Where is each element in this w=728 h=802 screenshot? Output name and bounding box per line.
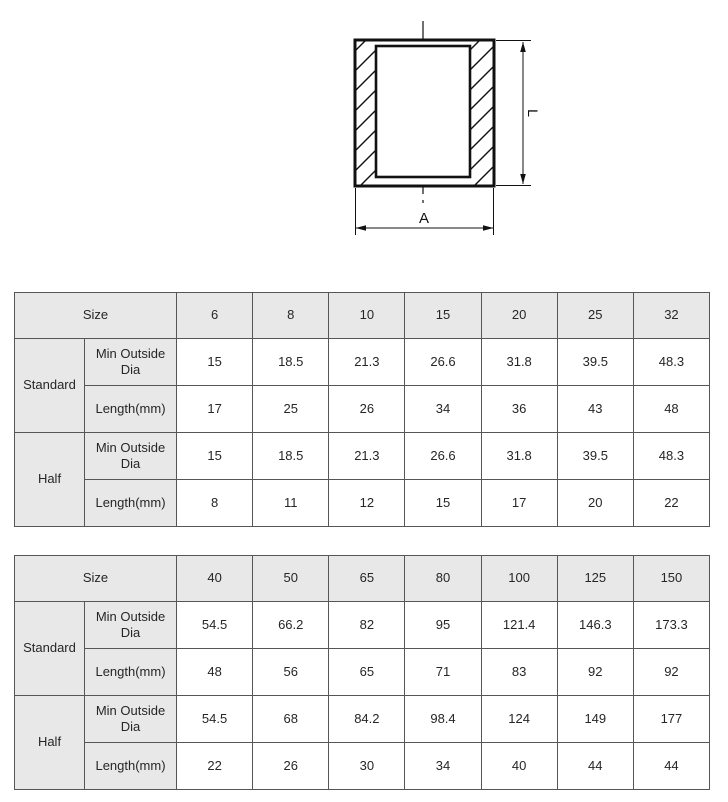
size-value-cell: 10 [329, 293, 405, 339]
size-value-cell: 65 [329, 556, 405, 602]
data-cell: 22 [177, 743, 253, 790]
data-cell: 26 [329, 386, 405, 433]
row-label-cell: Min Outside Dia [85, 696, 177, 743]
data-cell: 21.3 [329, 339, 405, 386]
dimension-table-small-sizes [14, 292, 710, 527]
group-label-cell: Standard [15, 339, 85, 433]
data-cell: 83 [481, 649, 557, 696]
data-cell: 82 [329, 602, 405, 649]
size-value-cell: 125 [557, 556, 633, 602]
data-cell: 39.5 [557, 339, 633, 386]
data-cell: 26.6 [405, 339, 481, 386]
data-cell: 95 [405, 602, 481, 649]
data-cell: 15 [405, 480, 481, 527]
data-cell: 12 [329, 480, 405, 527]
data-cell: 44 [633, 743, 709, 790]
data-cell: 84.2 [329, 696, 405, 743]
width-dim-label: A [418, 210, 430, 227]
data-cell: 31.8 [481, 339, 557, 386]
data-cell: 146.3 [557, 602, 633, 649]
size-value-cell: 50 [253, 556, 329, 602]
row-label-cell: Min Outside Dia [85, 602, 177, 649]
data-cell: 177 [633, 696, 709, 743]
size-header-cell: Size [15, 556, 177, 602]
data-cell: 124 [481, 696, 557, 743]
table-row [15, 602, 710, 649]
size-value-cell: 6 [177, 293, 253, 339]
data-cell: 54.5 [177, 602, 253, 649]
size-value-cell: 25 [557, 293, 633, 339]
group-label-cell: Standard [15, 602, 85, 696]
data-cell: 8 [177, 480, 253, 527]
size-value-cell: 150 [633, 556, 709, 602]
data-cell: 92 [557, 649, 633, 696]
data-cell: 65 [329, 649, 405, 696]
data-cell: 40 [481, 743, 557, 790]
data-cell: 68 [253, 696, 329, 743]
data-cell: 30 [329, 743, 405, 790]
row-label-cell: Length(mm) [85, 480, 177, 527]
data-cell: 17 [481, 480, 557, 527]
data-cell: 98.4 [405, 696, 481, 743]
data-cell: 20 [557, 480, 633, 527]
data-cell: 34 [405, 386, 481, 433]
table-row [15, 696, 710, 743]
table-row [15, 339, 710, 386]
data-cell: 36 [481, 386, 557, 433]
row-label-cell: Length(mm) [85, 649, 177, 696]
data-cell: 34 [405, 743, 481, 790]
data-cell: 31.8 [481, 433, 557, 480]
length-dim-label: L [525, 109, 541, 117]
data-cell: 25 [253, 386, 329, 433]
data-cell: 48.3 [633, 339, 709, 386]
group-label-cell: Half [15, 433, 85, 527]
data-cell: 39.5 [557, 433, 633, 480]
table-row [15, 649, 710, 696]
data-cell: 21.3 [329, 433, 405, 480]
group-label-cell: Half [15, 696, 85, 790]
data-cell: 149 [557, 696, 633, 743]
data-cell: 48 [177, 649, 253, 696]
data-cell: 11 [253, 480, 329, 527]
dimension-table-large-sizes [14, 555, 710, 790]
size-value-cell: 80 [405, 556, 481, 602]
data-cell: 56 [253, 649, 329, 696]
data-cell: 173.3 [633, 602, 709, 649]
data-cell: 18.5 [253, 433, 329, 480]
data-cell: 66.2 [253, 602, 329, 649]
table-header-row [15, 556, 710, 602]
data-cell: 26 [253, 743, 329, 790]
size-value-cell: 100 [481, 556, 557, 602]
data-cell: 43 [557, 386, 633, 433]
table-row [15, 386, 710, 433]
row-label-cell: Min Outside Dia [85, 433, 177, 480]
data-cell: 17 [177, 386, 253, 433]
table-row [15, 480, 710, 527]
size-value-cell: 15 [405, 293, 481, 339]
data-cell: 26.6 [405, 433, 481, 480]
row-label-cell: Min Outside Dia [85, 339, 177, 386]
data-cell: 71 [405, 649, 481, 696]
socket-cross-section-drawing [340, 2, 552, 240]
data-cell: 15 [177, 339, 253, 386]
size-header-cell: Size [15, 293, 177, 339]
table-header-row [15, 293, 710, 339]
data-cell: 121.4 [481, 602, 557, 649]
data-cell: 22 [633, 480, 709, 527]
row-label-cell: Length(mm) [85, 386, 177, 433]
data-cell: 54.5 [177, 696, 253, 743]
table-row [15, 743, 710, 790]
row-label-cell: Length(mm) [85, 743, 177, 790]
data-cell: 15 [177, 433, 253, 480]
data-cell: 48 [633, 386, 709, 433]
table-row [15, 433, 710, 480]
size-value-cell: 20 [481, 293, 557, 339]
data-cell: 48.3 [633, 433, 709, 480]
data-cell: 18.5 [253, 339, 329, 386]
data-cell: 92 [633, 649, 709, 696]
size-value-cell: 40 [177, 556, 253, 602]
data-cell: 44 [557, 743, 633, 790]
size-value-cell: 32 [633, 293, 709, 339]
size-value-cell: 8 [253, 293, 329, 339]
